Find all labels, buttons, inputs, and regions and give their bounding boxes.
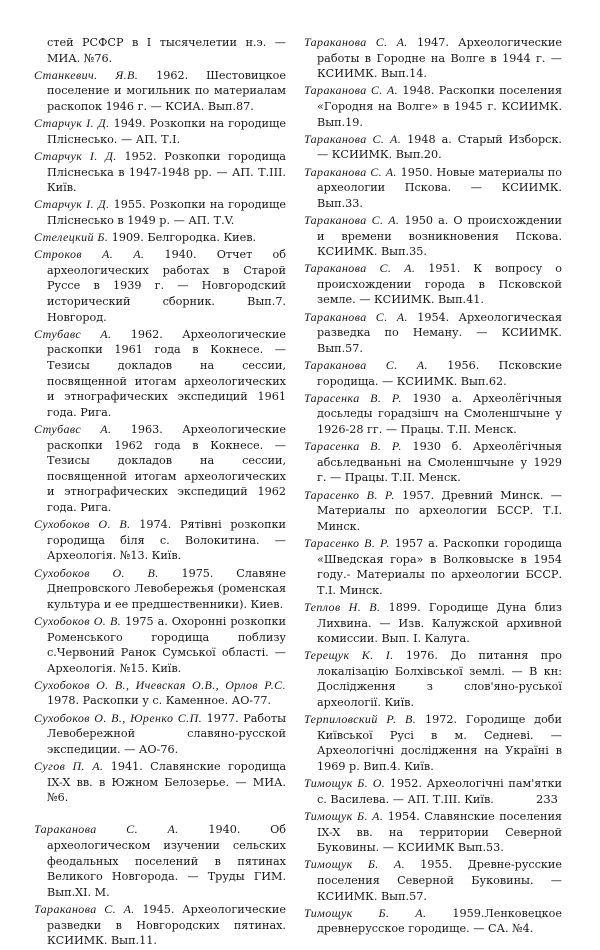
entry-author: Тарасенка В. Р. — [304, 439, 402, 454]
entry-text: 1899. Городище Дуна близ Лихвина. — Изв. Калужской архивной комиссии. Вып. I. Калуга. — [317, 600, 563, 646]
entry-text: 1947. Археологические работы в Городне на Волге в 1944 г. — КСИИМК. Вып.14. — [317, 36, 562, 81]
bibliography-entry — [34, 116, 286, 147]
entry-author: Станкевич. Я.В. — [34, 67, 139, 82]
entry-text: стей РСФСР в I тысячелетии н.э. — МИА. №76. — [47, 36, 286, 65]
entry-text: 1975 а. Охороннi розкопки Роменського городища поблизу с.Червоний Ранок Сумської областi. — Археологiя. №15. Київ. — [47, 614, 287, 675]
entry-text: 1930 б. Археолёгiчныя абсьледваньнi на Смоленшчыне у 1929 г. — Працы. Т.II. Менск. — [317, 440, 562, 485]
entry-text: 1948. Раскопки поселения «Городня на Волге» в 1945 г. КСИИМК. Вып.19. — [317, 84, 563, 129]
entry-text: 1940. Об археологическом изучении сельских феодальных поселений в пятинах Великого Новгорода. — Труды ГИМ. Вып.XI. М. — [47, 823, 286, 899]
entry-text: 1951. К вопросу о происхождении города в Псковской земле. — КСИИМК. Вып.41. — [317, 262, 562, 307]
bibliography-entry — [304, 648, 562, 710]
bibliography-entry — [304, 857, 562, 904]
entry-text: 1948 а. Старый Изборск. — КСИИМК. Вып.20. — [317, 132, 562, 162]
entry-text: 1954. Славянские поселения IX-X вв. на территории Северной Буковины. — КСИИМК Вып.53. — [317, 810, 562, 855]
entry-author: Тимощук Б. А. — [304, 905, 427, 920]
bibliography-entry — [304, 35, 562, 82]
entry-author: Стелецкий Б. — [34, 230, 109, 245]
bibliography-entry — [304, 536, 562, 598]
entry-text: 1962. Шестовицкое поселение и могильник по материалам раскопок 1946 г. — КСИА. Вып.87. — [47, 68, 286, 113]
bibliography-entry — [304, 776, 562, 807]
entry-text: 1952. Розкопки городища Плiснеська в 1947-1948 рр. — АП. Т.III. Київ. — [47, 149, 286, 195]
bibliography-entry — [304, 83, 562, 130]
entry-author: Сухобоков О. В. — [34, 517, 131, 532]
entry-text: 1949. Розкопки на городище Плiснесько. — АП. Т.I. — [47, 117, 287, 146]
entry-text: 1962. Археологические раскопки 1961 года в Кокнесе. — Тезисы докладов на сессии, посвященной итогам археологических и этнографических экспедиций 1961 года. Рига. — [47, 327, 286, 419]
bibliography-entry — [34, 327, 286, 421]
entry-text: 1955. Древне-русские поселения Северной Буковины. — КСИИМК. Вып.57. — [317, 858, 563, 903]
entry-author: Старчук I. Д. — [34, 197, 110, 212]
entry-author: Тимощук Б. О. — [304, 776, 386, 791]
entry-text: 1975. Славяне Днепровского Левобережья (роменская культура и ее предшественники). Киев. — [47, 566, 287, 611]
bibliography-entry — [304, 358, 562, 389]
entry-text: 1956. Псковские городища. — КСИИМК. Вып.62. — [317, 359, 563, 388]
entry-author: Терещук К. I. — [304, 648, 394, 663]
entry-author: Тарасенка В. Р. — [304, 390, 402, 405]
entry-text: 1940. Отчет об археологических работах в Старой Руссе в 1939 г. — Новгородский исторический сборник. Вып.7. Новгород. — [47, 248, 286, 324]
entry-author: Тараканова С. А. — [304, 35, 408, 49]
entry-author: Тараканова С. А. — [304, 261, 416, 276]
bibliography-entry — [304, 261, 562, 308]
bibliography-entry — [34, 149, 286, 196]
entry-author: Сугов П. А. — [34, 759, 104, 774]
bibliography-entry — [304, 712, 562, 774]
bibliography-entry — [34, 247, 286, 325]
bibliography-entry — [34, 566, 286, 613]
bibliography-entry — [34, 68, 286, 115]
entry-text: 1930 а. Археолёгiчныя досьледы горадзiшч на Смоленшчыне у 1926-28 гг. — Працы. Т.II. Менск. — [317, 391, 562, 436]
entry-text: 1909. Белгородка. Киев. — [111, 231, 257, 245]
bibliography-entry — [34, 517, 286, 564]
entry-text: 1959.Ленковецкое древнерусское городище. — СА. №4. — [317, 906, 562, 936]
bibliography-entry — [34, 822, 286, 900]
bibliography-entry — [304, 600, 562, 647]
bibliography-entry — [304, 906, 562, 937]
bibliography-entry — [34, 422, 286, 516]
entry-author: Тараканова С. А. — [34, 901, 135, 916]
entry-author: Сухобоков О. В., Юренко С.П. — [34, 710, 203, 725]
entry-author: Сухобоков О. В., Ичевская О.В., Орлов Р.С. — [34, 677, 286, 692]
entry-author: Теплов Н. В. — [304, 599, 381, 614]
entry-text: 1976. До питання про локалiзацiю Болхiвської землi. — В кн: Дослiдження з слов'яно-руської археологiї. Київ. — [317, 649, 562, 710]
bibliography-entry — [304, 213, 562, 260]
entry-text: 1941. Славянские городища IX-X вв. в Южном Белозерье. — МИА. №6. — [47, 760, 286, 805]
entry-text: 1950. Новые материалы по археологии Пскова. — КСИИМК. Вып.33. — [317, 165, 562, 210]
entry-text: 1955. Розкопки на городище Плiснесько в 1949 р. — АП. Т.V. — [47, 198, 287, 227]
entry-author: Тараканова С. А. — [34, 822, 179, 837]
entry-text: 1950 а. О происхождении и времени возникновения Пскова. КСИИМК. Вып.35. — [317, 213, 562, 259]
entry-author: Тараканова С. А. — [304, 131, 402, 146]
entry-author: Тараканова С. А. — [304, 309, 408, 324]
entry-author: Стубавс А. — [34, 326, 112, 341]
bibliography-entry — [34, 614, 286, 676]
page-number: 233 — [536, 792, 558, 806]
entry-author: Терпиловский Р. В. — [304, 712, 417, 727]
bibliography-entry — [34, 230, 286, 246]
entry-author: Тараканова С. А. — [304, 212, 400, 227]
entry-text: 1963. Археологические раскопки 1962 года в Кокнесе. — Тезисы докладов на сессии, посвященной итогам археологических и этнографических экспедиций 1962 года. Рига. — [47, 423, 286, 514]
bibliography-entry — [304, 310, 562, 357]
entry-author: Тараканова С. А. — [304, 83, 398, 98]
bibliography-entry — [304, 391, 562, 438]
left-column — [34, 35, 286, 950]
bibliography-entry — [34, 678, 286, 709]
entry-author: Тараканова С. А. — [304, 164, 397, 179]
entry-author: Тимощук Б. А. — [304, 809, 384, 823]
right-column — [304, 35, 562, 939]
entry-text: 1957. Древний Минск. — Материалы по археологии БССР. Т.I. Минск. — [317, 488, 562, 533]
bibliography-entry — [34, 759, 286, 806]
bibliography-entry — [34, 197, 286, 228]
entry-author: Тараканова С. А. — [304, 358, 428, 373]
entry-author: Тимощук Б. А. — [304, 857, 405, 872]
bibliography-entry — [34, 35, 286, 66]
bibliography-entry — [34, 711, 286, 758]
entry-text: 1954. Археологическая разведка по Неману. — КСИИМК. Вып.57. — [317, 310, 563, 355]
entry-text: 1972. Городище доби Київської Русi в м. Седневi. — Археологiчнi дослiдження на Українi в 1969 р. Вип.4. Київ. — [317, 713, 562, 774]
entry-author: Стубавс А. — [34, 422, 112, 436]
bibliography-entry — [34, 902, 286, 949]
entry-author: Сухобоков О. В. — [34, 613, 122, 628]
entry-text: 1974. Рятiвнi розкопки городища бiля с. Волокитина. — Археологiя. №13. Київ. — [47, 518, 286, 563]
section-gap — [34, 807, 286, 822]
entry-author: Сухобоков О. В. — [34, 565, 159, 580]
entry-text: 1945. Археологические разведки в Новгородских пятинах. КСИИМК. Вып.11. — [47, 902, 286, 948]
entry-text: 1977. Работы Левобережной славяно-русской экспедиции. — АО-76. — [47, 711, 286, 756]
bibliography-entry — [304, 165, 562, 212]
entry-author: Старчук I. Д. — [34, 148, 117, 163]
entry-author: Тарасенко В. Р. — [304, 535, 390, 550]
entry-author: Тарасенко В. Р. — [304, 487, 395, 502]
entry-text: 1957 а. Раскопки городища «Шведская гора» в Волковыске в 1954 году.- Материалы по археологии БССР. Т.I. Минск. — [317, 536, 562, 597]
bibliography-entry — [304, 439, 562, 486]
entry-text: 1978. Раскопки у с. Каменное. АО-77. — [47, 694, 272, 708]
entry-author: Строков А. А. — [34, 247, 145, 262]
bibliography-entry — [304, 488, 562, 535]
entry-text: 1952. Археологiчнi пам'ятки с. Василева. — АП. Т.III. Київ. — [317, 777, 562, 806]
bibliography-entry — [304, 132, 562, 163]
entry-author: Старчук I. Д. — [34, 116, 110, 131]
